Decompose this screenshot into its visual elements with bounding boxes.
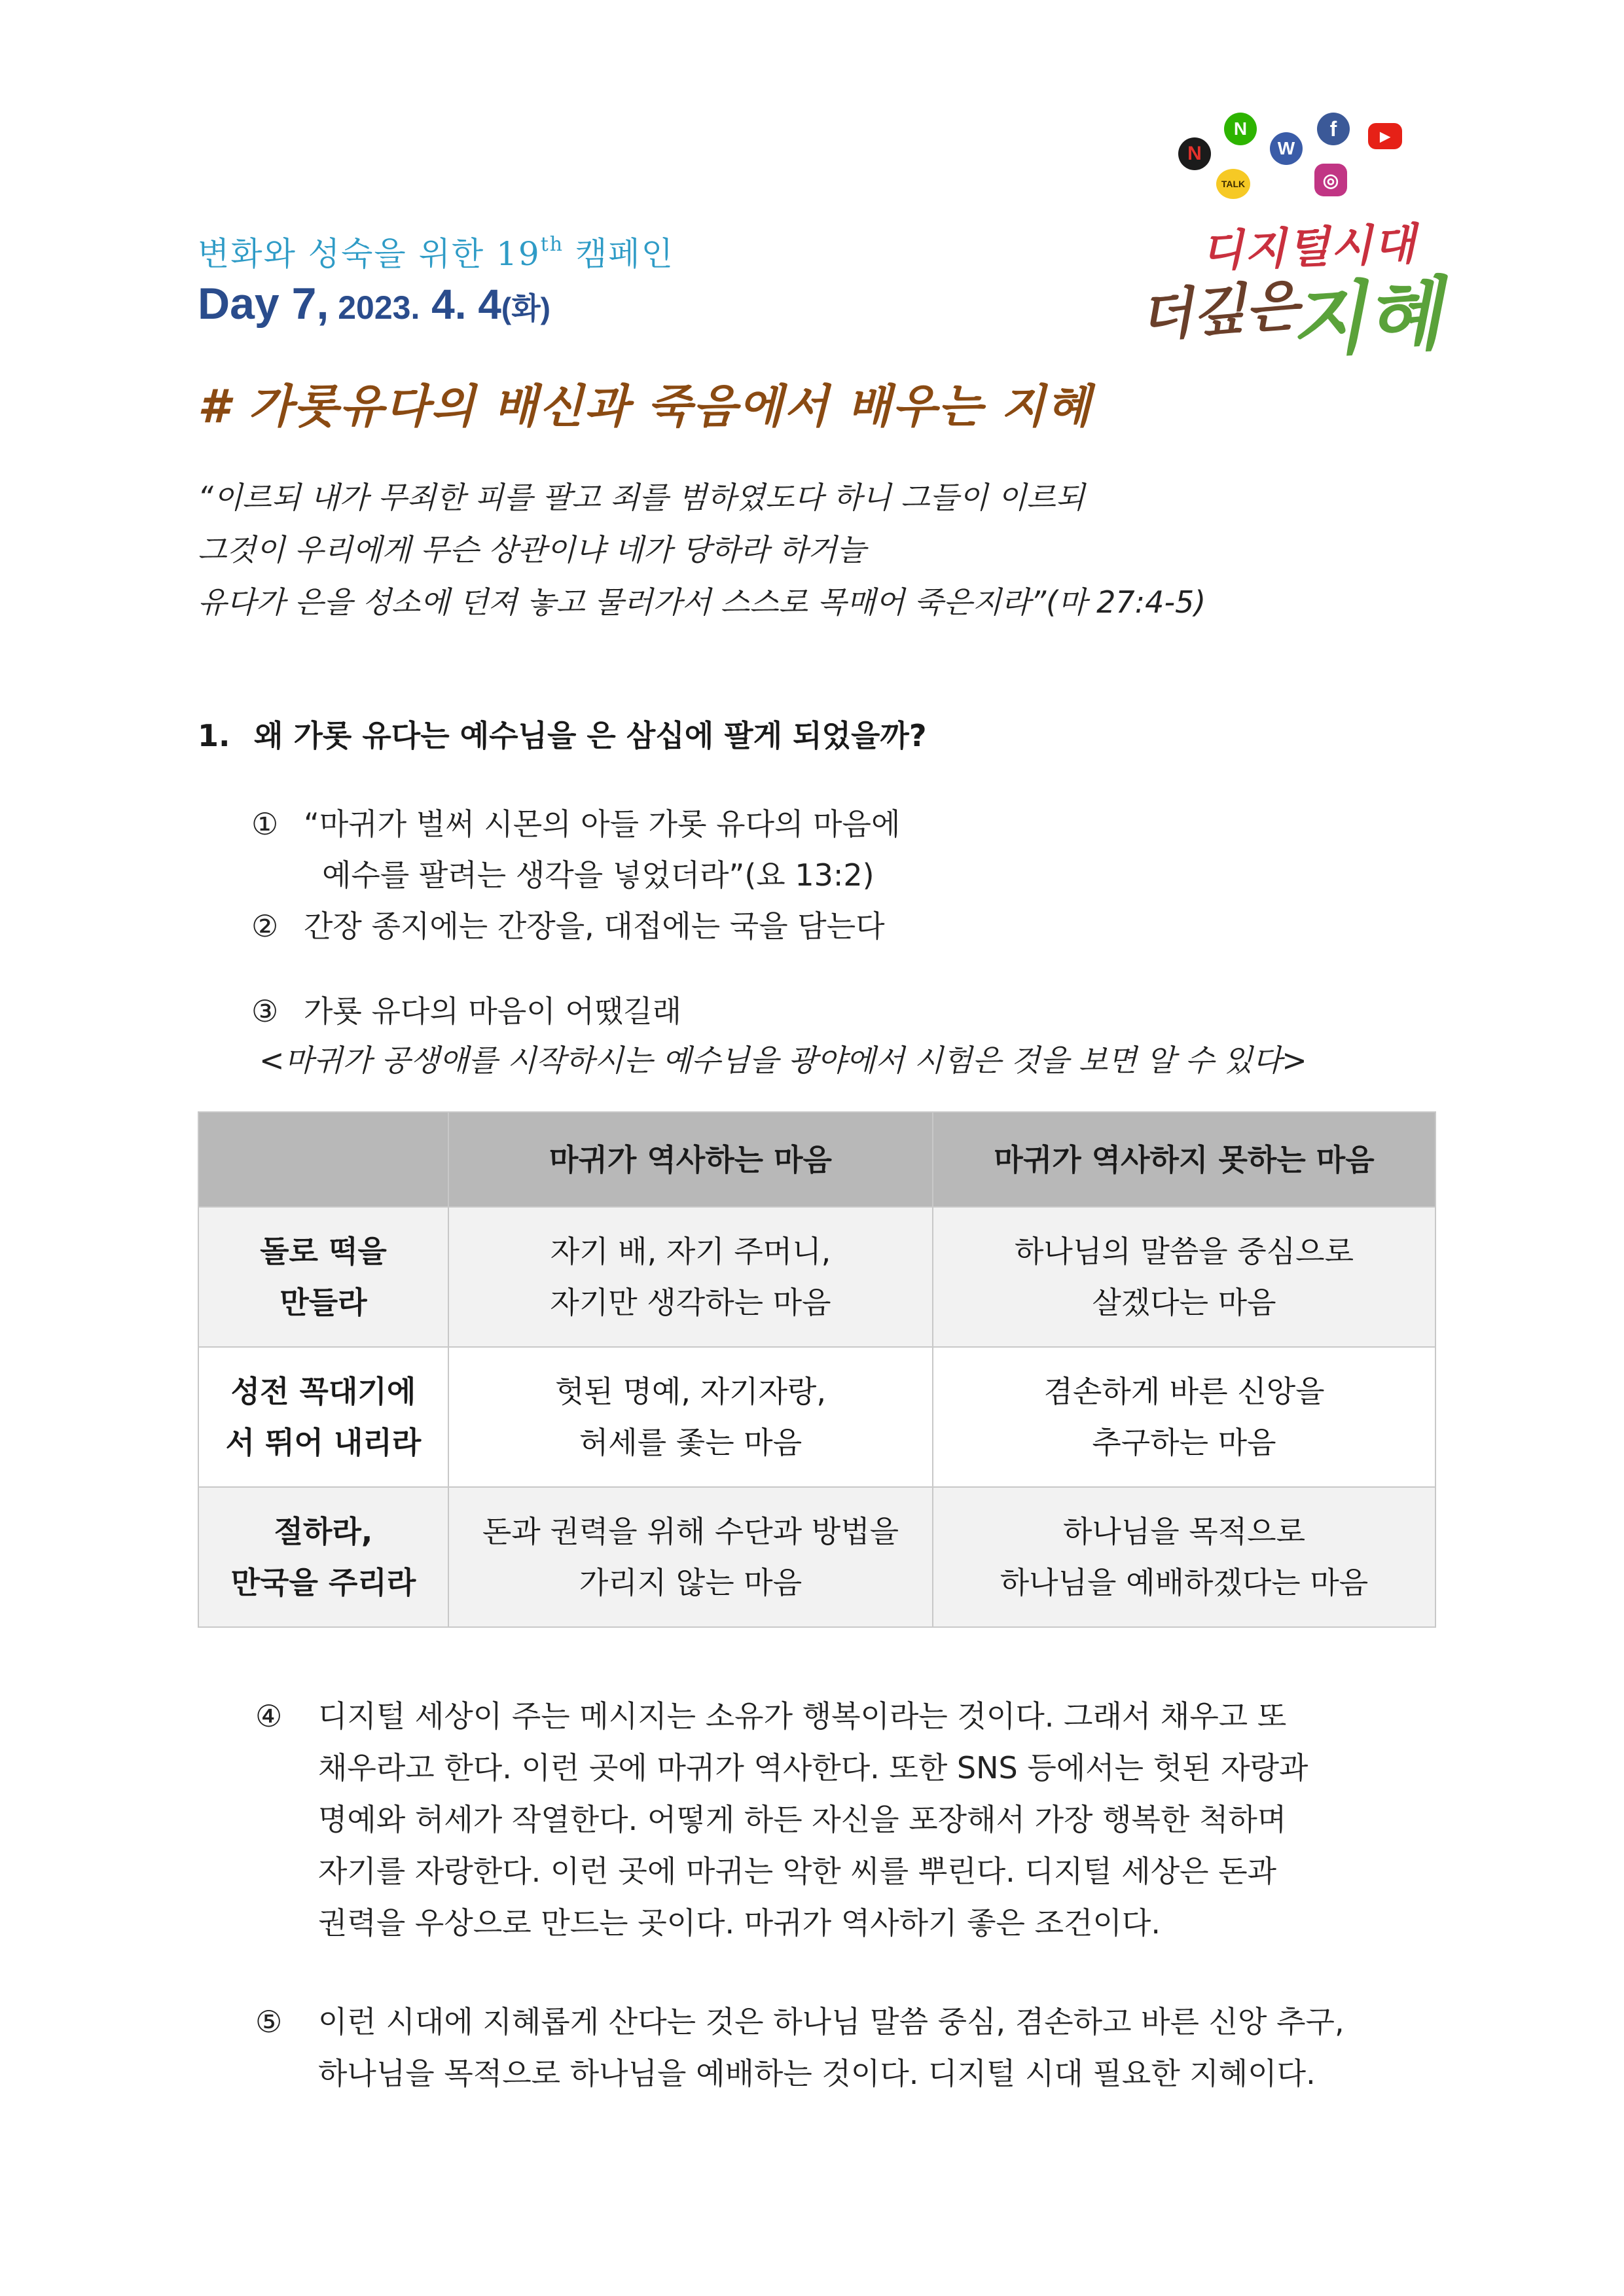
campaign-logo [1139, 98, 1479, 373]
paragraph [255, 1996, 1344, 2100]
row-label: 성전 꼭대기에 서 뛰어 내리라 [198, 1347, 448, 1487]
question-number: 1. [198, 718, 230, 753]
quote-line: 유다가 은을 성소에 던져 놓고 물러가서 스스로 목매어 죽은지라”(마 27:4-5) [198, 584, 1206, 620]
day-date-line [198, 278, 550, 329]
quote-line: 그것이 우리에게 무슨 상관이냐 네가 당하라 하거늘 [198, 532, 866, 567]
campaign-suffix: 캠페인 [564, 235, 674, 273]
item-text: 예수를 팔려는 생각을 넣었더라”(요 13:2) [322, 857, 875, 893]
table-cell: 돈과 권력을 위해 수단과 방법을 가리지 않는 마음 [448, 1487, 933, 1627]
page-title: # 가롯유다의 배신과 죽음에서 배우는 지혜 [198, 380, 1092, 433]
campaign-title [198, 228, 674, 275]
facebook-icon: f [1317, 113, 1350, 145]
list-item [251, 901, 885, 952]
row-label: 돌로 떡을 만들라 [198, 1207, 448, 1347]
paragraph-marker: ⑤ [255, 2004, 283, 2039]
item-text: “마귀가 벌써 시몬의 아들 가롯 유다의 마음에 [304, 806, 901, 842]
logo-line2: 더깊은 [1137, 272, 1301, 349]
scripture-quote [198, 471, 1206, 628]
campaign-sup: th [540, 233, 564, 256]
instagram-icon: ◎ [1314, 164, 1347, 196]
list-item [251, 986, 681, 1037]
paragraph-line: 디지털 세상이 주는 메시지는 소유가 행복이라는 것이다. 그래서 채우고 또 [318, 1698, 1287, 1734]
table-cell: 하나님을 목적으로 하나님을 예배하겠다는 마음 [933, 1487, 1435, 1627]
item-text: 가룟 유다의 마음이 어땠길래 [304, 994, 682, 1029]
day-label: Day 7, [198, 279, 329, 329]
paragraph-line: 하나님을 목적으로 하나님을 예배하는 것이다. 디지털 시대 필요한 지혜이다. [318, 2056, 1316, 2091]
item-text: 간장 종지에는 간장을, 대접에는 국을 담는다 [304, 908, 885, 944]
table-cell: 하나님의 말씀을 중심으로 살겠다는 마음 [933, 1207, 1435, 1347]
paragraph-marker: ④ [255, 1698, 283, 1734]
paragraph [255, 1691, 1308, 1949]
netflix-icon: N [1178, 137, 1211, 170]
question-heading [198, 712, 927, 755]
date-month-day: 4. 4 [420, 281, 501, 328]
item-marker: ③ [251, 994, 279, 1029]
table-cell: 겸손하게 바른 신앙을 추구하는 마음 [933, 1347, 1435, 1487]
row-label: 절하라, 만국을 주리라 [198, 1487, 448, 1627]
table-cell: 자기 배, 자기 주머니, 자기만 생각하는 마음 [448, 1207, 933, 1347]
w-icon: W [1270, 132, 1303, 165]
logo-line1: 디지털시대 [1200, 218, 1418, 277]
item-marker: ① [251, 806, 279, 842]
paragraph-line: 자기를 자랑한다. 이런 곳에 마귀는 악한 씨를 뿌린다. 디지털 세상은 돈과 [318, 1854, 1277, 1889]
table-row [198, 1487, 1435, 1627]
youtube-icon: ▶ [1368, 123, 1402, 149]
table-header-cell [198, 1112, 448, 1207]
date-year: 2023. [329, 289, 420, 326]
campaign-prefix: 변화와 성숙을 위한 19 [198, 235, 541, 273]
item-marker: ② [251, 908, 279, 944]
table-row [198, 1207, 1435, 1347]
comparison-table [198, 1111, 1436, 1628]
table-header-row [198, 1112, 1435, 1207]
question-text: 왜 가롯 유다는 예수님을 은 삼십에 팔게 되었을까? [254, 718, 927, 753]
table-header-cell: 마귀가 역사하지 못하는 마음 [933, 1112, 1435, 1207]
list-item [251, 798, 900, 901]
item-note: <마귀가 공생애를 시작하시는 예수님을 광야에서 시험은 것을 보면 알 수 있다> [259, 1043, 1307, 1078]
paragraph-line: 이런 시대에 지혜롭게 산다는 것은 하나님 말씀 중심, 겸손하고 바른 신앙 추구, [318, 2004, 1344, 2039]
table-row [198, 1347, 1435, 1487]
paragraph-line: 채우라고 한다. 이런 곳에 마귀가 역사한다. 또한 SNS 등에서는 헛된 자랑과 [318, 1750, 1308, 1785]
quote-line: “이르되 내가 무죄한 피를 팔고 죄를 범하였도다 하니 그들이 이르되 [198, 480, 1085, 515]
naver-icon: N [1224, 113, 1257, 145]
logo-line3: 지혜 [1287, 268, 1444, 368]
paragraph-line: 명예와 허세가 작열한다. 어떻게 하든 자신을 포장해서 가장 행복한 척하며 [318, 1802, 1287, 1837]
weekday: (화) [501, 291, 550, 325]
kakao-icon: TALK [1216, 169, 1250, 199]
table-cell: 헛된 명예, 자기자랑, 허세를 좇는 마음 [448, 1347, 933, 1487]
paragraph-line: 권력을 우상으로 만드는 곳이다. 마귀가 역사하기 좋은 조건이다. [318, 1905, 1161, 1941]
table-header-cell: 마귀가 역사하는 마음 [448, 1112, 933, 1207]
